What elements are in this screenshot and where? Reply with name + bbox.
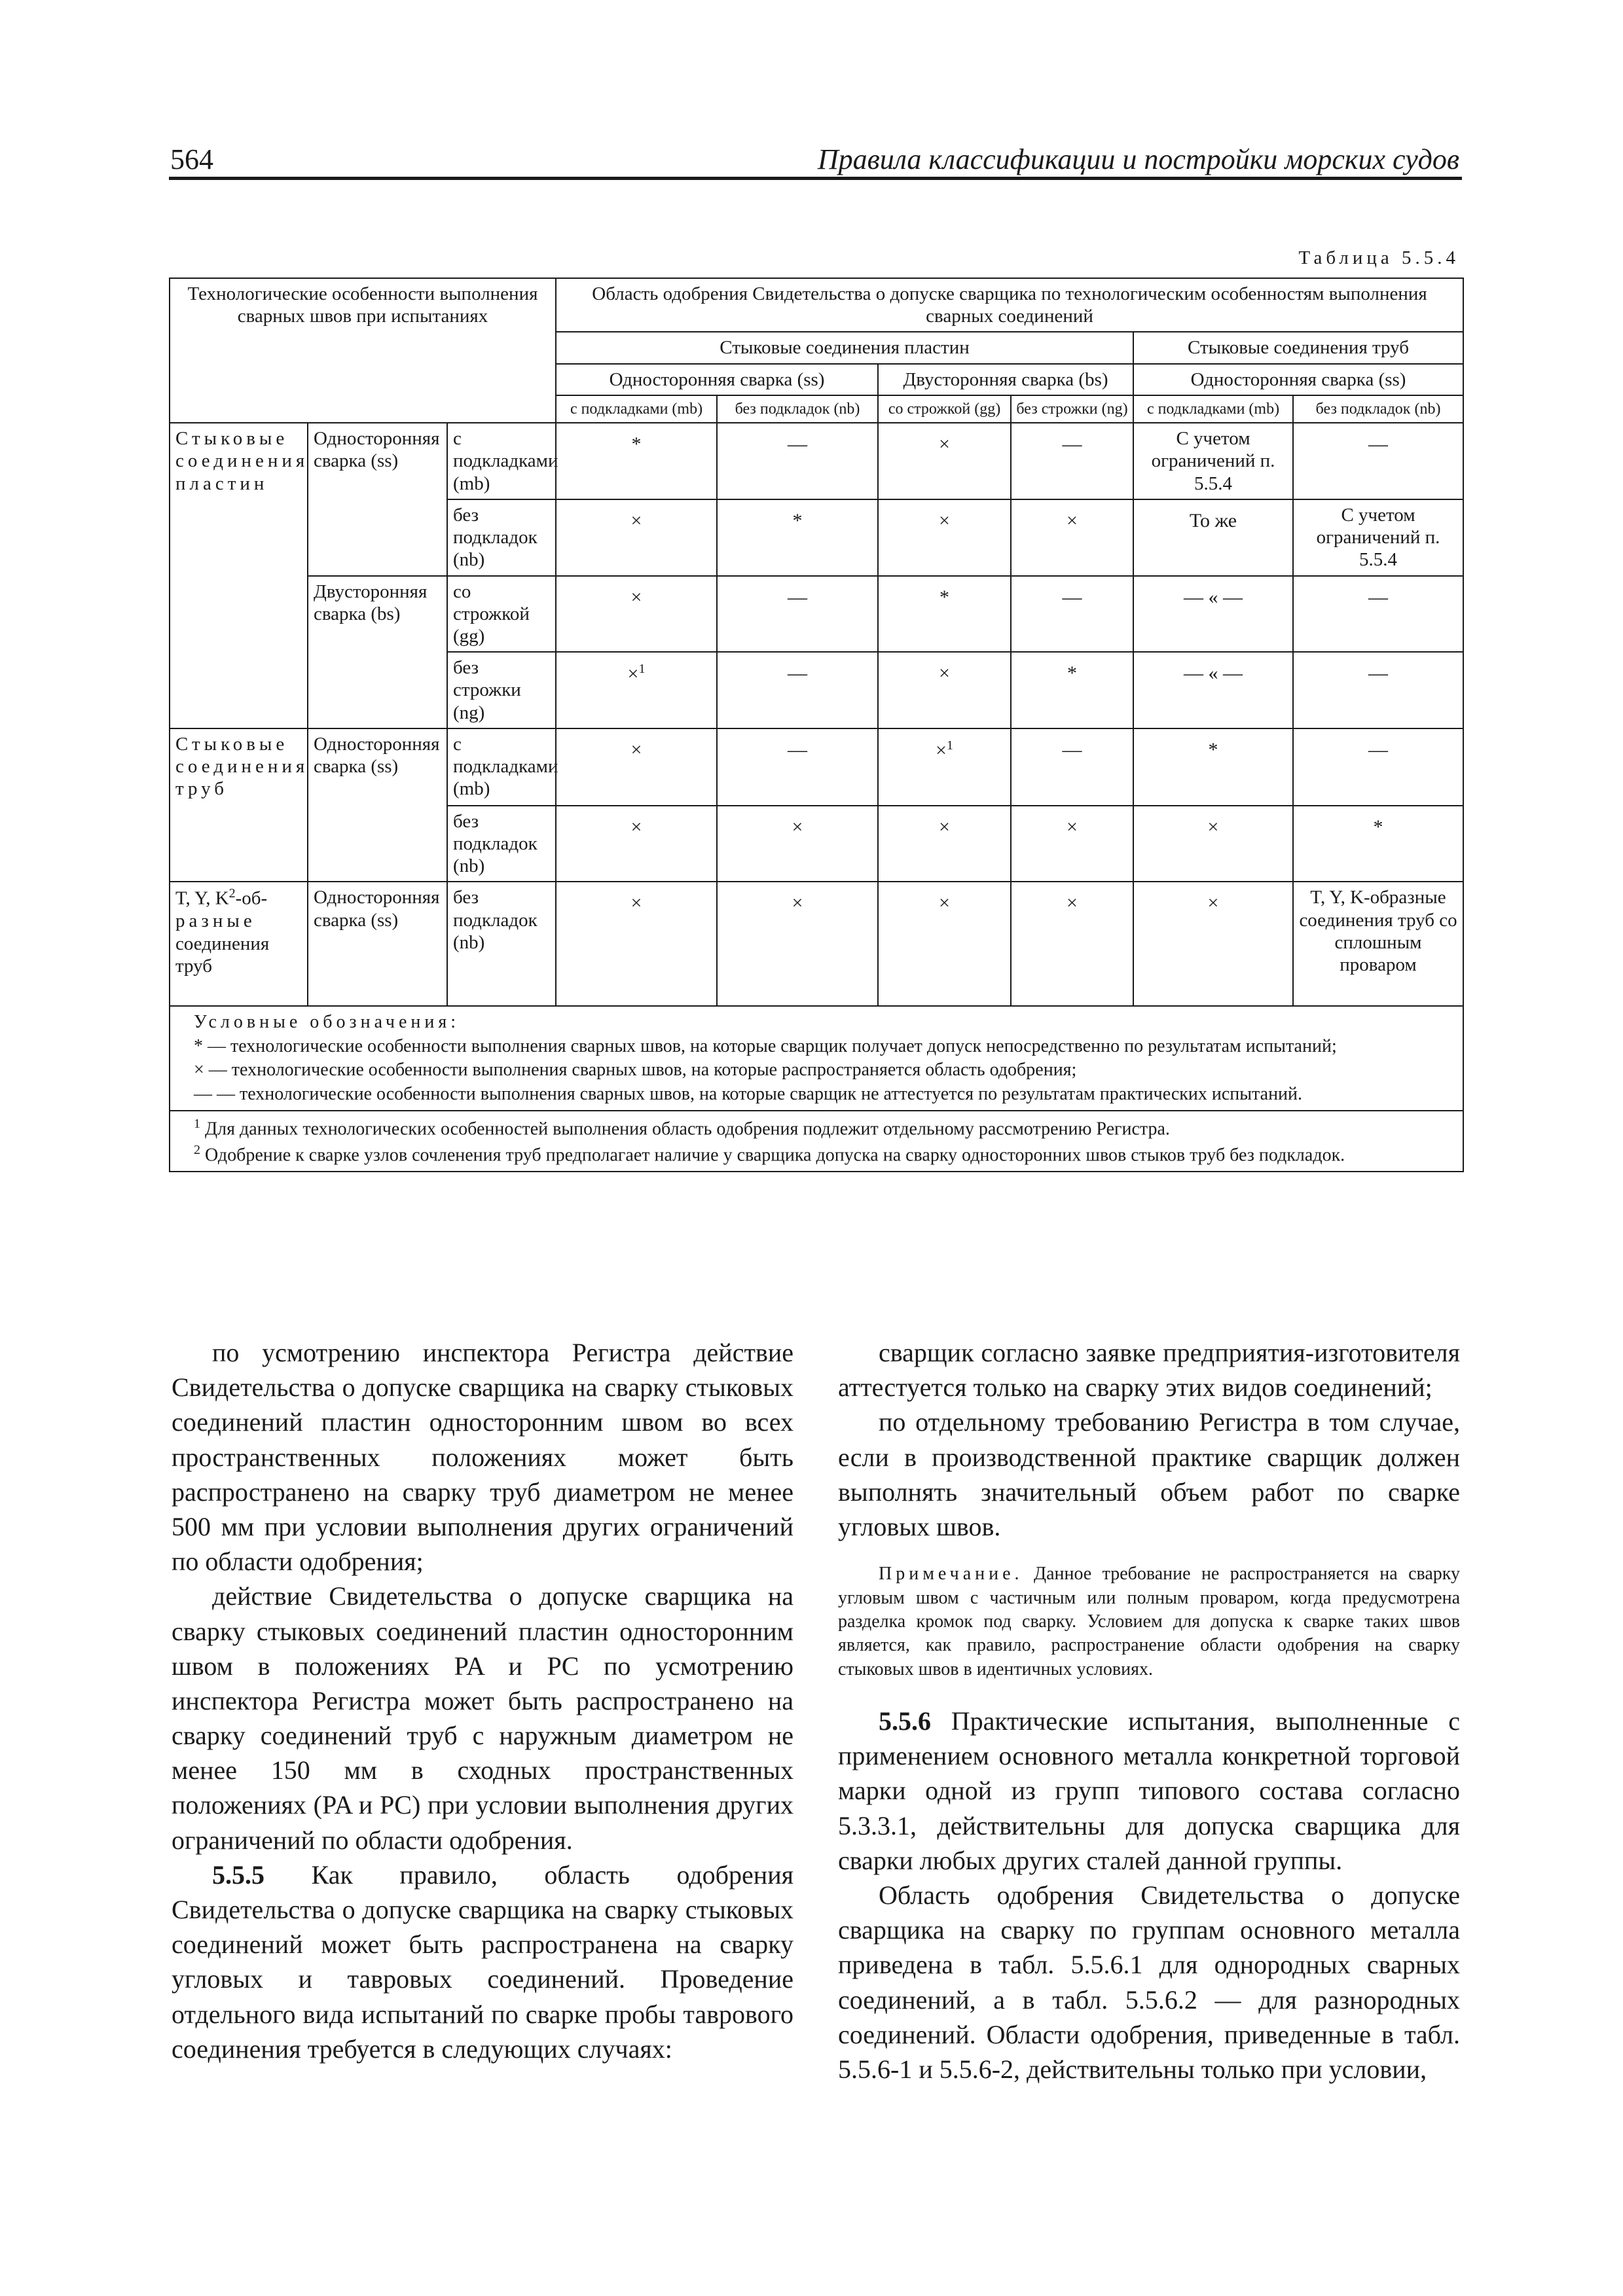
cell: *: [878, 576, 1011, 653]
header-pipes-butt: Стыковые соединения труб: [1133, 332, 1463, 363]
process-two-side: Двусторонняя сварка (bs): [308, 576, 447, 728]
section-number: 5.5.6: [879, 1706, 931, 1736]
header-two-side: Двусторонняя сварка (bs): [878, 364, 1133, 395]
cell: —: [1293, 652, 1463, 728]
cell: —: [717, 423, 878, 499]
running-title: Правила классификации и постройки морских судов: [817, 143, 1459, 175]
footnote: [175, 1141, 1457, 1168]
note: [838, 1562, 1460, 1681]
group-tyk-part: T, Y, K: [175, 888, 229, 910]
cell-value: ×: [627, 663, 639, 685]
cell: ×: [878, 423, 1011, 499]
legend-title: Условные обозначения:: [194, 1012, 460, 1033]
footnote: [175, 1115, 1457, 1141]
row-type: с подкладками (mb): [447, 728, 556, 806]
cell: [556, 652, 717, 728]
cell: *: [1133, 728, 1293, 806]
paragraph-text: Как правило, область одобрения Свидетельства о допуске сварщика на сварку стыковых соединений может быть распространена на сварку угловых и тавровых соединений. Проведение отдельного вида испытаний по сварке пробы таврового соединения требуется в следующих случаях:: [172, 1859, 793, 2064]
group-tyk-part: разные: [175, 910, 256, 932]
page-number: 564: [170, 143, 213, 175]
cell: С учетом ограничений п. 5.5.4: [1293, 499, 1463, 576]
cell: —: [1293, 576, 1463, 653]
process-one-side: Односторонняя сварка (ss): [308, 728, 447, 882]
process-one-side: Односторонняя сварка (ss): [308, 882, 447, 1006]
cell: —: [717, 728, 878, 806]
cell: —: [1011, 576, 1133, 653]
cell: ×: [1011, 499, 1133, 576]
text-column-left: [172, 1335, 793, 2066]
paragraph: действие Свидетельства о допуске сварщика на сварку стыковых соединений пластин односторонним швом в положениях PA и PC по усмотрению инспектора Регистра может быть распространено на сварку соединений труб с наружным диаметром не менее 150 мм в сходных пространственных положениях (PA и PC) при условии выполнения других ограничений по области одобрения.: [172, 1581, 793, 1855]
cell: ×: [556, 806, 717, 882]
cell: ×: [556, 499, 717, 576]
cell: *: [1011, 652, 1133, 728]
cell: ×: [878, 806, 1011, 882]
footnote-ref: 1: [638, 662, 646, 677]
cell: —: [1011, 728, 1133, 806]
row-type: без подкладок (nb): [447, 499, 556, 576]
cell: ×: [878, 652, 1011, 728]
footnote-text: Для данных технологических особенностей выполнения область одобрения подлежит отдельному рассмотрению Регистра.: [205, 1119, 1170, 1139]
cell: —: [1011, 423, 1133, 499]
group-pipes: Стыковые соединения труб: [170, 728, 308, 882]
note-text: Данное требование не распространяется на сварку угловым швом с частичным или полным проваром, когда предусмотрена разделка кромок под сварку. Условием для допуска к сварке таких швов является, как правило, распространение области одобрения на сварку стыковых швов в идентичных условиях.: [838, 1564, 1461, 1679]
legend-cross: × — технологические особенности выполнения сварных швов, на которые распространяется область одобрения;: [194, 1060, 1077, 1081]
cell: —: [1293, 423, 1463, 499]
header-plates-butt: Стыковые соединения пластин: [556, 332, 1133, 363]
cell: — « —: [1133, 652, 1293, 728]
subheader: без подкладок (nb): [717, 395, 878, 423]
cell: *: [717, 499, 878, 576]
paragraph-text: Практические испытания, выполненные с применением основного металла конкретной торговой марки одной из групп типового состава согласно 5.3.3.1, действительны для допуска сварщика для сварки любых других сталей данной группы.: [838, 1706, 1461, 1875]
cell: То же: [1133, 499, 1293, 576]
cell: ×: [556, 728, 717, 806]
cell: T, Y, K-образные соединения труб со сплошным проваром: [1293, 882, 1463, 1006]
group-tyk-part: труб: [175, 955, 213, 977]
row-type: с подкладками (mb): [447, 423, 556, 499]
footnote-text: Одобрение к сварке узлов сочленения труб предполагает наличие у сварщика допуска на сварку односторонних швов стыков труб без подкладок.: [205, 1145, 1345, 1166]
table-footnotes: [170, 1111, 1463, 1172]
subheader: без строжки (ng): [1011, 395, 1133, 423]
paragraph: Область одобрения Свидетельства о допуске сварщика на сварку по группам основного металла приведена в табл. 5.5.6.1 для однородных сварных соединений, а в табл. 5.5.6.2 — для разнородных соединений. Области одобрения, приведенные в табл. 5.5.6-1 и 5.5.6-2, действительны только при условии,: [838, 1880, 1460, 2084]
cell: С учетом ограничений п. 5.5.4: [1133, 423, 1293, 499]
cell: — « —: [1133, 576, 1293, 653]
cell: [878, 728, 1011, 806]
header-one-side: Односторонняя сварка (ss): [556, 364, 878, 395]
note-label: Примечание.: [879, 1564, 1023, 1585]
text-column-right: [838, 1335, 1460, 2087]
cell: ×: [1133, 806, 1293, 882]
paragraph-5-5-5: [172, 1857, 793, 2066]
table-caption: Таблица 5.5.4: [1298, 247, 1459, 268]
group-tyk: [170, 882, 308, 1006]
cell: ×: [1133, 882, 1293, 1006]
row-type: со строжкой (gg): [447, 576, 556, 653]
cell-value: ×: [936, 739, 947, 761]
legend-star: * — технологические особенности выполнения сварных швов, на которые сварщик получает допуск непосредственно по результатам испытаний;: [194, 1035, 1337, 1056]
approval-table: [169, 278, 1464, 1172]
cell: —: [717, 652, 878, 728]
group-plates: Стыковые соединения пластин: [170, 423, 308, 728]
paragraph: по усмотрению инспектора Регистра действие Свидетельства о допуске сварщика на сварку стыковых соединений пластин односторонним швом во всех пространственных положениях может быть распространено на сварку труб диаметром не менее 500 мм при условии выполнения других ограничений по области одобрения;: [172, 1338, 793, 1577]
cell: —: [717, 576, 878, 653]
cell: *: [1293, 806, 1463, 882]
cell: ×: [878, 499, 1011, 576]
paragraph-5-5-6: [838, 1704, 1460, 1878]
row-type: без подкладок (nb): [447, 806, 556, 882]
section-number: 5.5.5: [212, 1859, 264, 1890]
subheader: с подкладками (mb): [556, 395, 717, 423]
header-one-side-pipes: Односторонняя сварка (ss): [1133, 364, 1463, 395]
legend-dash: — — технологические особенности выполнения сварных швов, на которые сварщик не аттестуется по результатам практических испытаний.: [194, 1083, 1303, 1104]
row-type: без подкладок (nb): [447, 882, 556, 1006]
cell: —: [1293, 728, 1463, 806]
cell: ×: [556, 576, 717, 653]
footnote-mark: 1: [194, 1117, 200, 1132]
cell: ×: [1011, 882, 1133, 1006]
paragraph: по отдельному требованию Регистра в том случае, если в производственной практике сварщик должен выполнять значительный объем работ по сварке угловых швов.: [838, 1407, 1460, 1541]
table-legend: [170, 1006, 1463, 1111]
cell: ×: [717, 882, 878, 1006]
cell: ×: [556, 882, 717, 1006]
cell: *: [556, 423, 717, 499]
footnote-ref: 1: [946, 738, 953, 753]
subheader: без подкладок (nb): [1293, 395, 1463, 423]
process-one-side: Односторонняя сварка (ss): [308, 423, 447, 575]
subheader: с подкладками (mb): [1133, 395, 1293, 423]
header-scope: Область одобрения Свидетельства о допуске сварщика по технологическим особенностям выполнения сварных соединений: [556, 278, 1463, 332]
cell: ×: [878, 882, 1011, 1006]
footnote-mark: 2: [194, 1142, 200, 1157]
subheader: со строжкой (gg): [878, 395, 1011, 423]
group-tyk-part: -об-: [235, 888, 268, 910]
footnote-ref: 2: [228, 886, 236, 901]
paragraph: сварщик согласно заявке предприятия-изготовителя аттестуется только на сварку этих видов соединений;: [838, 1338, 1460, 1403]
group-tyk-part: соединения: [175, 933, 270, 954]
header-rule: [169, 177, 1462, 180]
header-features: Технологические особенности выполнения сварных швов при испытаниях: [170, 278, 556, 423]
row-type: без строжки (ng): [447, 652, 556, 728]
cell: ×: [1011, 806, 1133, 882]
cell: ×: [717, 806, 878, 882]
